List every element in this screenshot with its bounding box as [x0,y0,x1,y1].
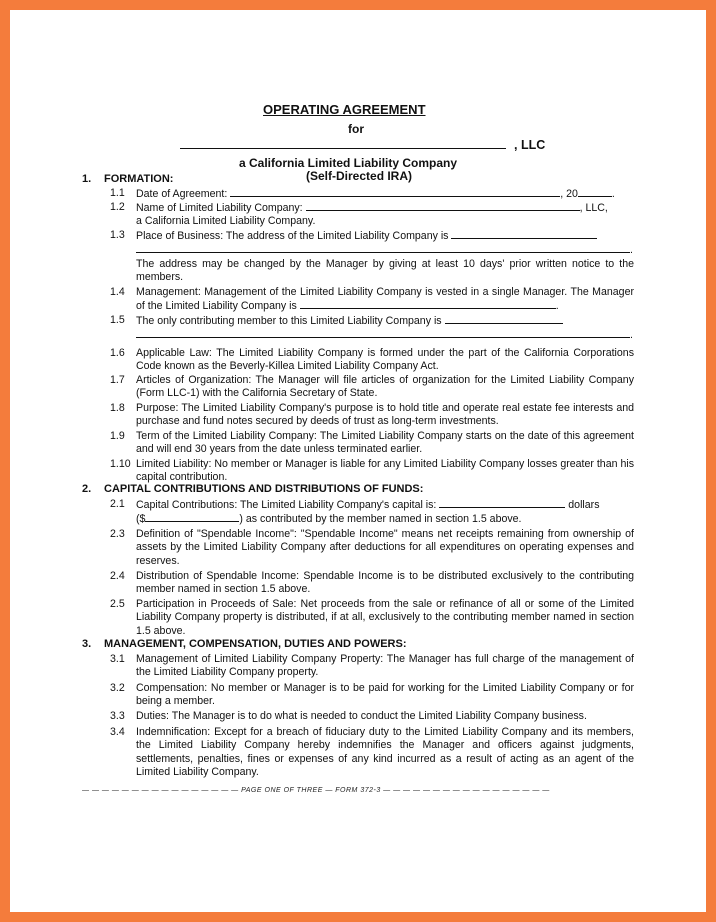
member-name-blank-2[interactable] [136,328,630,338]
clause-3-1: 3.1 Management of Limited Liability Company Property: The Manager has full charge of the management of the Limited Liability Company property. [110,653,634,679]
clause-1-1: 1.1 Date of Agreement: , 20 . [110,187,615,200]
clause-1-7: 1.7 Articles of Organization: The Manager will file articles of organization for the Limited Liability Company (Form LLC-1) with the California Secretary of State. [110,374,634,400]
llc-name-blank-2[interactable] [306,201,580,211]
member-name-blank[interactable] [445,314,563,324]
clause-3-3: 3.3 Duties: The Manager is to do what is needed to conduct the Limited Liability Company business. [110,710,587,722]
clause-1-9: 1.9 Term of the Limited Liability Company: The Limited Liability Company starts on the date of this agreement and will end 30 years from the date unless terminated earlier. [110,430,634,456]
clause-1-5: 1.5 The only contributing member to this Limited Liability Company is . [110,314,633,342]
clause-2-3: 2.3 Definition of "Spendable Income": "Spendable Income" means net receipts remaining from ownership of assets by the Limited Liability Company after deductions for all expenditures on operating expenses and reserves. [110,528,634,567]
clause-1-10: 1.10 Limited Liability: No member or Manager is liable for any Limited Liability Company losses greater than his capital contribution. [110,458,634,484]
capital-dollar-blank[interactable] [145,512,239,522]
title-ira: (Self-Directed IRA) [306,169,413,183]
place-of-business-blank-2[interactable] [136,243,630,253]
year-blank[interactable] [578,187,612,197]
clause-2-1: 2.1 Capital Contributions: The Limited Liability Company's capital is: dollars ($ ) as contributed by the member named in section 1.5 above. [110,498,600,526]
section-heading-2: 2. CAPITAL CONTRIBUTIONS AND DISTRIBUTIONS OF FUNDS: [82,483,424,495]
clause-2-5: 2.5 Participation in Proceeds of Sale: Net proceeds from the sale or refinance of all or some of the Limited Liability Company property is distributed, if at all, exclusively to the contributing member named in section 1.5 above. [110,598,634,637]
title-subtitle: a California Limited Liability Company [239,156,458,170]
llc-name-line [180,138,545,152]
clause-1-8: 1.8 Purpose: The Limited Liability Company's purpose is to hold title and operate real estate fee interests and purchase and fund notes secured by deeds of trust as long-term investments. [110,402,634,428]
section-heading-1: 1. FORMATION: [82,173,174,185]
clause-1-3: 1.3 Place of Business: The address of the Limited Liability Company is . The address may be changed by the Manager by giving at least 10 days' prior written notice to the members. [110,229,634,284]
page-footer: — — — — — — — — — — — — — — — — PAGE ONE OF THREE — FORM 372-3 — — — — — — — — — — — — — — — — — [82,787,550,794]
place-of-business-blank[interactable] [451,229,597,239]
document-page [10,10,706,912]
clause-3-4: 3.4 Indemnification: Except for a breach of fiduciary duty to the Limited Liability Company and its members, the Limited Liability Company hereby indemnifies the Manager and officers against judgments, settlements, penalties, fines or expenses of any kind incurred as a result of acting as an agent of the Limited Liability Company. [110,726,634,779]
clause-3-2: 3.2 Compensation: No member or Manager is to be paid for working for the Limited Liability Company or for being a member. [110,682,634,708]
capital-amount-blank[interactable] [439,498,565,508]
clause-2-4: 2.4 Distribution of Spendable Income: Spendable Income is to be distributed exclusively to the contributing member named in section 1.5 above. [110,570,634,596]
title-for: for [348,122,364,136]
section-heading-3: 3. MANAGEMENT, COMPENSATION, DUTIES AND POWERS: [82,638,407,650]
document-title: OPERATING AGREEMENT [263,102,426,117]
clause-1-4: 1.4 Management: Management of the Limited Liability Company is vested in a single Manager. The Manager of the Limited Liability Company is . [110,286,634,313]
date-of-agreement-blank[interactable] [230,187,560,197]
llc-name-blank[interactable] [180,140,506,149]
manager-name-blank[interactable] [300,299,556,309]
clause-1-6: 1.6 Applicable Law: The Limited Liability Company is formed under the part of the California Corporations Code known as the Beverly-Killea Limited Liability Company Act. [110,347,634,373]
llc-suffix: , LLC [514,138,546,152]
clause-1-2: 1.2 Name of Limited Liability Company: , LLC, a California Limited Liability Company. [110,201,608,228]
